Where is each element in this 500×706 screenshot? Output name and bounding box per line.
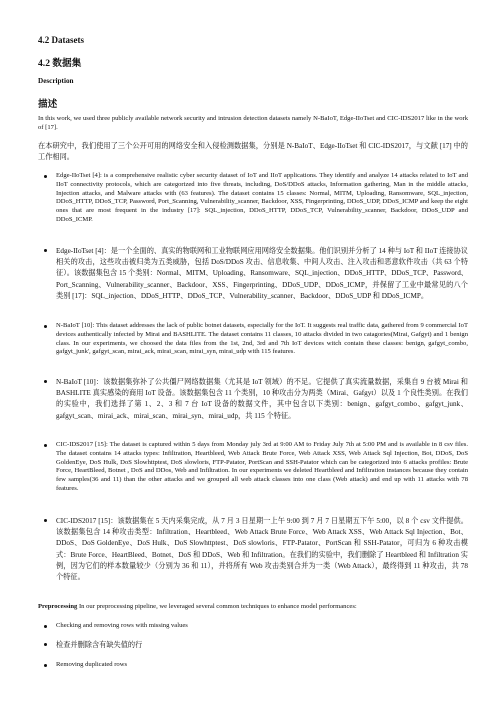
bullet-icon [44,664,47,667]
list-item-text: CIC-IDS2017 [15]: The dataset is captured within 5 days from Monday july 3rd at 9:00 AM to Friday July 7th at 5:00 PM and is available in 8 csv files. The dataset contains 14 attacks types: Infiltration, Heartbleed, Web Attack Brute Force, Web Attack XSS, Web Attack Sql Injection, Bot, DDoS, DoS GoldenEye, DoS Hulk, DoS Slowhttptest, DoS slowloris, FTP-Patator, PortScan and SSH-Patator which can be categorized into 6 attacks profiles: Brute Force, HeartBleed, Botnet , DoS and DDos, Web and Infiltration. In our experiments we deleted Heartbleed and Infiltration instances because they contain few samples(36 and 11) than the other attacks and we grouped all web attack classes into one class (Web attack) and end up with 11 attacks with 78 features. [56,441,468,492]
list-item-cic-ids2017-en [56,441,468,494]
preprocessing-text: In our preprocessing pipeline, we leveraged several common techniques to enhance model performances: [78,603,357,610]
list-item-n-baiot-zh [56,377,468,422]
list-item-text: Checking and removing rows with missing values [56,622,188,629]
bullet-icon [44,643,47,646]
list-item-text: Removing duplicated rows [56,661,128,668]
bullet-icon [44,325,47,328]
list-item-text: Edge-IIoTset [4]：是一个全面的、真实的物联网和工业物联网应用网络安全数据集。他们识别并分析了 14 种与 IoT 和 IIoT 连接协议相关的攻击，这些攻击被归类为五类威胁，包括 DoS/DDoS 攻击、信息收集、中间人攻击、注入攻击和恶意软件攻击（共 63 个特征）。该数据集包含 15 个类别：Normal、MITM、Uploading、Ransomware、SQL_injection、DDoS_HTTP、DDoS_TCP、Password、Port_Scanning、Vulnerability_scanner、Backdoor、XSS、Fingerprinting、DDoS_UDP、DDoS_ICMP，并保留了工业中最常见的八个类别 [17]：SQL_injection、DDoS_HTTP、DDoS_TCP、Vulnerability_scanner、Backdoor、DDoS_UDP 和 DDoS_ICMP。 [56,247,468,300]
section-heading-zh: 4.2 数据集 [38,58,82,69]
bullet-icon [44,249,47,252]
section-heading-en: 4.2 Datasets [38,35,84,45]
preprocessing-step-en-2 [56,661,468,670]
list-item-edge-iiotset-zh [56,246,468,302]
preprocessing-paragraph [38,603,468,612]
bullet-icon [44,175,47,178]
bullet-icon [44,444,47,447]
bullet-icon [44,519,47,522]
list-item-edge-iiotset-en [56,172,468,225]
preprocessing-step-en [56,622,468,631]
preprocessing-label: Preprocessing [38,603,78,610]
intro-paragraph-zh: 在本研究中，我们使用了三个公开可用的网络安全和入侵检测数据集，分别是 N-BaIoT、Edge-IIoTset 和 CIC-IDS2017，与文献 [17] 中的工作相同。 [38,142,468,162]
list-item-n-baiot-en [56,322,468,357]
list-item-text: N-BaIoT [10]: This dataset addresses the lack of public botnet datasets, especially for the IoT. It suggests real traffic data, gathered from 9 commercial IoT devices authentically infected by Mirai and BASHLITE. The dataset contains 11 classes, 10 attacks divided in two catagories(Mirai, Gafgyt) and 1 benign class. In our experiments, we choosed the data files from the 1st, 2nd, 3rd and 7th IoT devices witch contain these classes: benign, gafgyt_combo, gafgyt_junk', gafgyt_scan, mirai_ack, mirai_scan, mirai_syn, mirai_udp with 115 features. [56,322,468,356]
intro-paragraph-en: In this work, we used three publicly available network security and intrusion detection datasets namely N-BaIoT, Edge-IIoTset and CIC-IDS2017 like in the work of [17]. [38,115,468,131]
list-item-text: 检查并删除含有缺失值的行 [56,641,143,649]
description-heading-en: Description [38,77,74,85]
bullet-icon [44,625,47,628]
preprocessing-step-zh [56,640,468,651]
list-item-text: N-BaIoT [10]：该数据集弥补了公共僵尸网络数据集（尤其是 IoT 领域）的不足。它提供了真实流量数据，采集自 9 台被 Mirai 和 BASHLITE 真实感染的商用 IoT 设备。该数据集包含 11 个类别，10 种攻击分为两类（Mirai、Gafgyt）以及 1 个良性类别。在我们的实验中，我们选择了第 1、2、3 和 7 台 IoT 设备的数据文件，其中包含以下类别：benign、gafgyt_combo、gafgyt_junk、gafgyt_scan、mirai_ack、mirai_scan、mirai_syn、mirai_udp，共 115 个特征。 [56,378,468,420]
bullet-icon [44,380,47,383]
list-item-cic-ids2017-zh [56,516,468,583]
list-item-text: Edge-IIoTset [4]: is a comprehensive realistic cyber security dataset of IoT and IIoT applications. They identify and analyze 14 attacks related to IoT and IIoT connectivity protocols, which are categorized into five threats, including, DoS/DDoS attacks, Information gathering, Man in the middle attacks, Injection attacks, and Malware attacks with (63 features). The dataset contains 15 classes: Normal, MITM, Uploading, Ransomware, SQL_injection, DDoS_HTTP, DDoS_TCP, Password, Port_Scanning, Vulnerability_scanner, Backdoor, XSS, Fingerprinting, DDoS_UDP, DDoS_ICMP and keep the eight ones that are most frequent in the industry [17]: SQL_injection, DDoS_HTTP, DDoS_TCP, Vulnerability_scanner, Backdoor, DDoS_UDP and DDoS_ICMP. [56,172,468,223]
list-item-text: CIC-IDS2017 [15]：该数据集在 5 天内采集完成，从 7 月 3 日星期一上午 9:00 到 7 月 7 日星期五下午 5:00，以 8 个 csv 文件提供。该数据集包含 14 种攻击类型：Infiltration、Heartbleed、Web Attack Brute Force、Web Attack XSS、Web Attack Sql Injection、Bot、DDoS、DoS GoldenEye、DoS Hulk、DoS Slowhttptest、DoS slowloris、FTP-Patator、PortScan 和 SSH-Patator，可归为 6 种攻击模式：Brute Force、HeartBleed、Botnet、DoS 和 DDoS、Web 和 Infiltration。在我们的实验中，我们删除了 Heartbleed 和 Infiltration 实例，因为它们的样本数量较少（分别为 36 和 11），并将所有 Web 攻击类别合并为一类（Web Attack），最终得到 11 种攻击，共 78 个特征。 [56,517,468,582]
description-heading-zh: 描述 [38,99,58,110]
